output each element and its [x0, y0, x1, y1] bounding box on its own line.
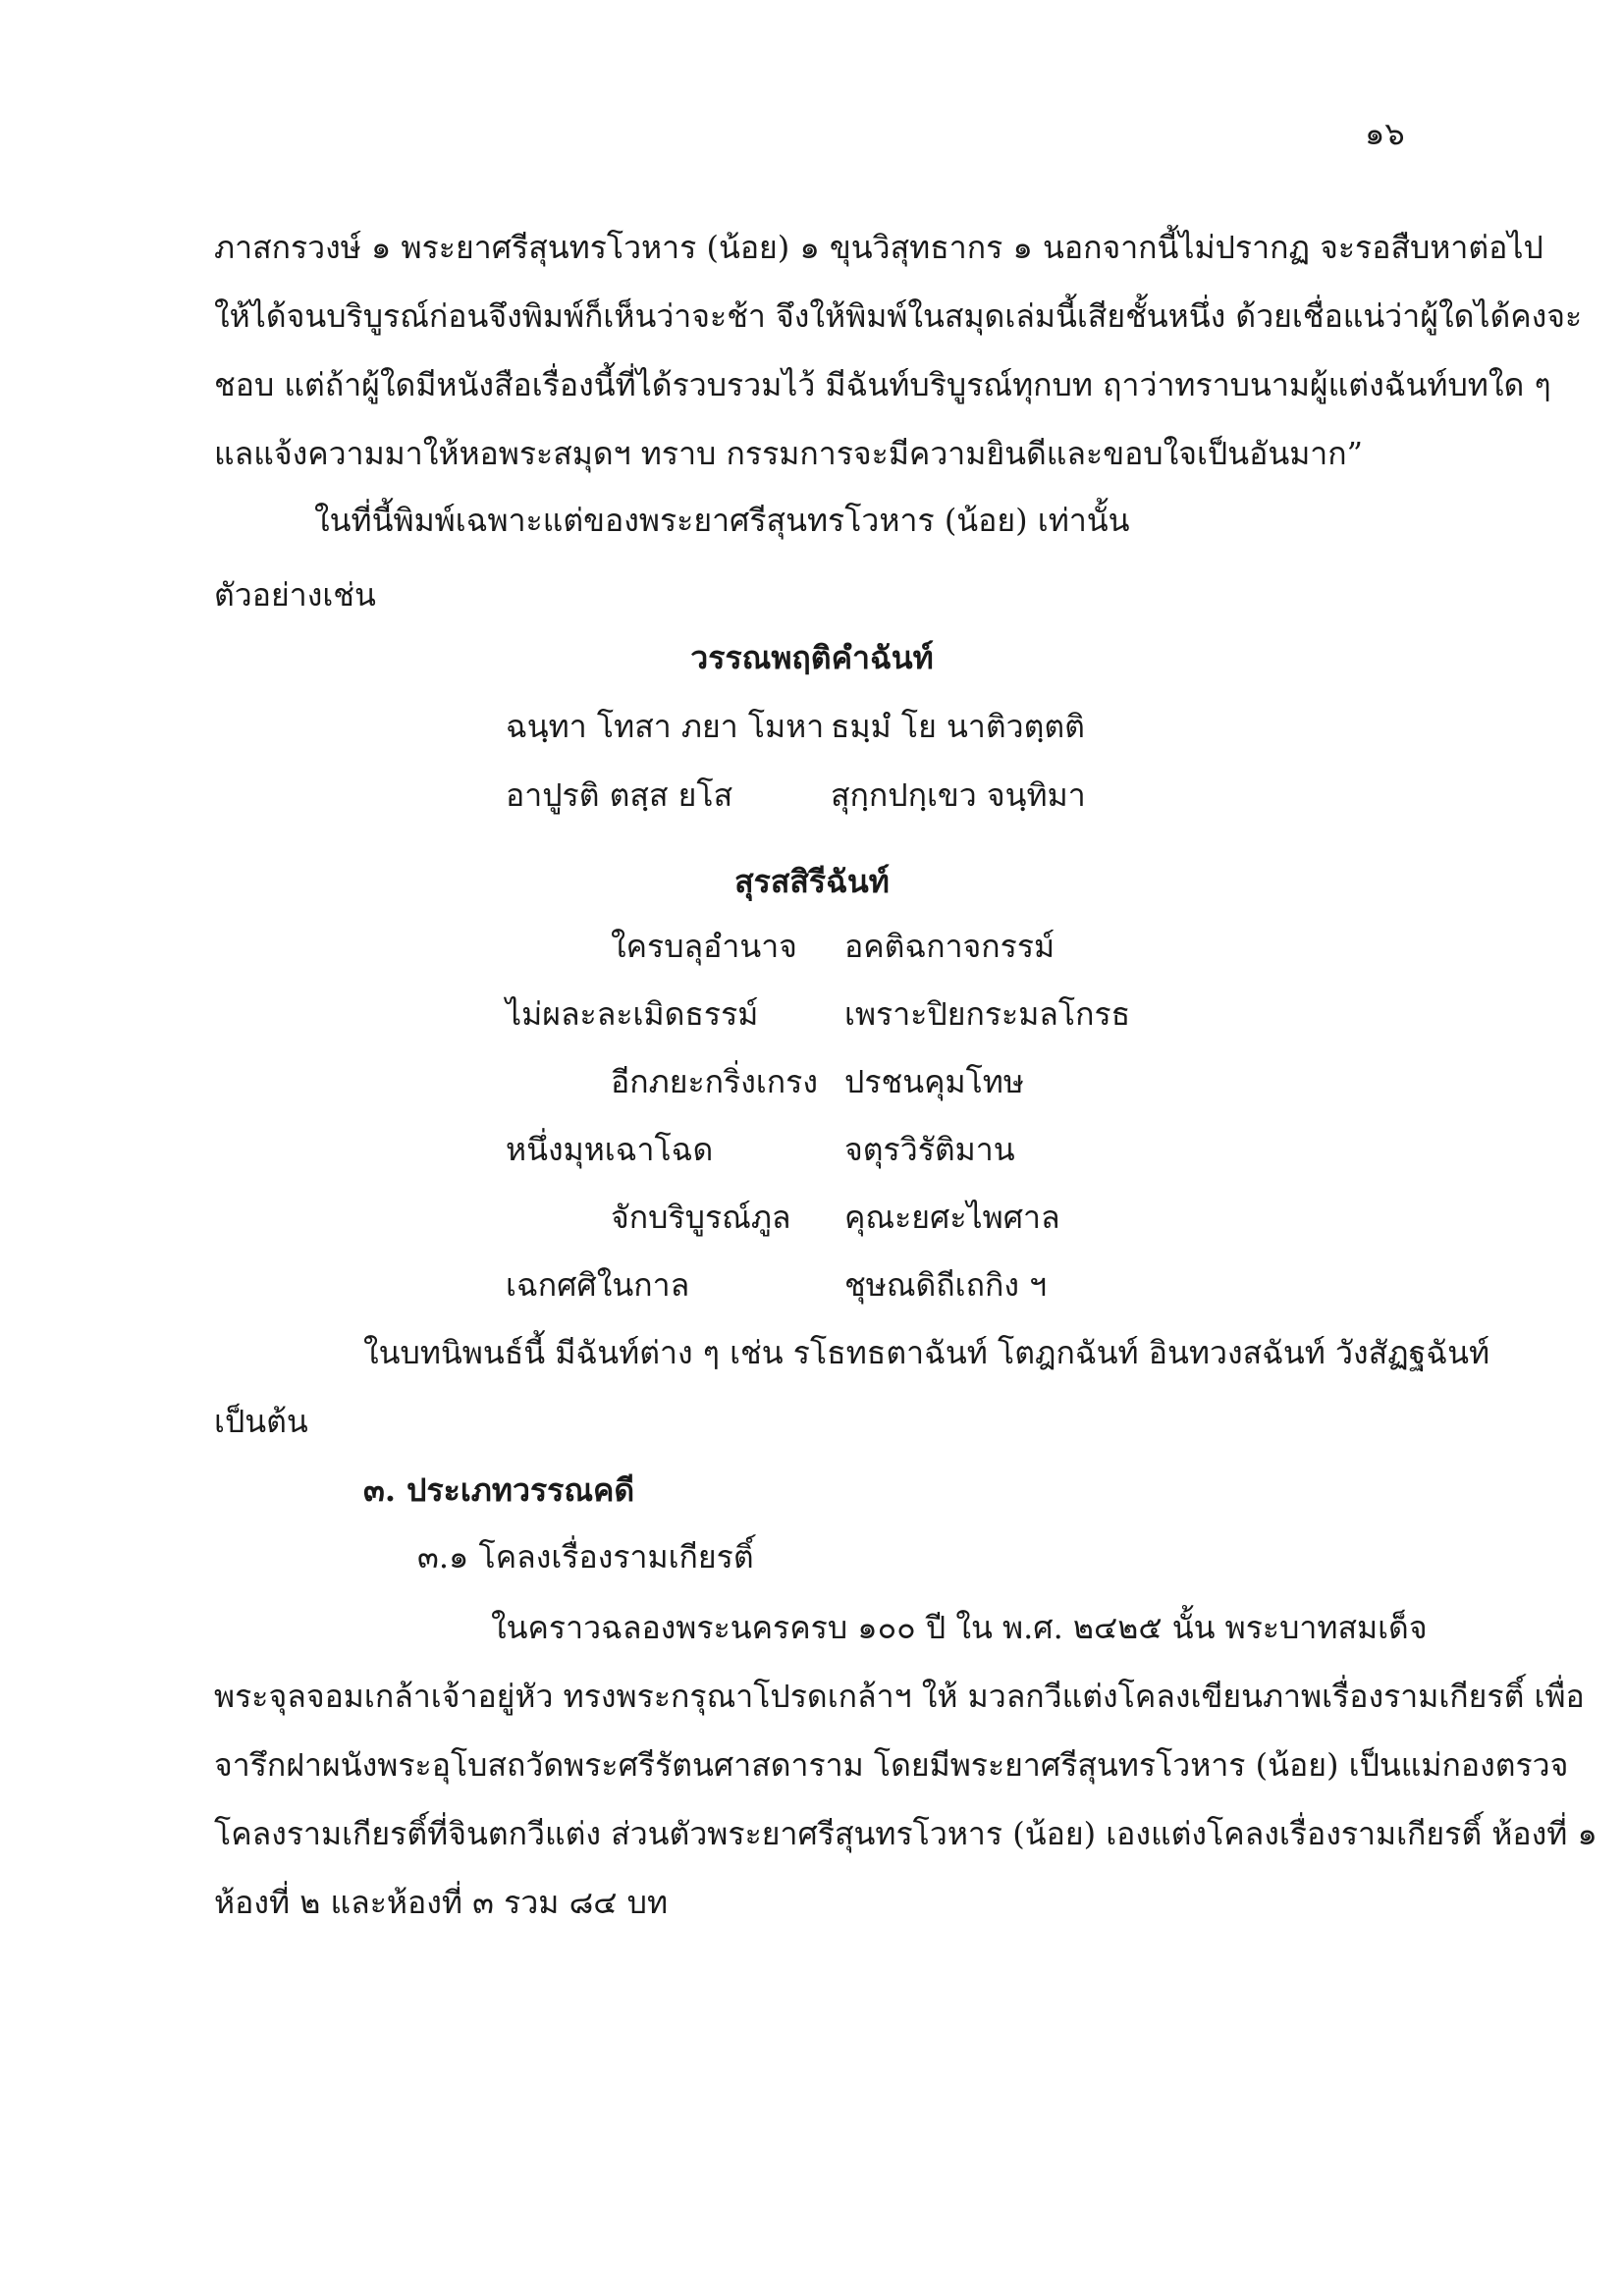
intro-line: ชอบ แต่ถ้าผู้ใดมีหนังสือเรื่องนี้ที่ได้รวบรวมไว้ มีฉันท์บริบูรณ์ทุกบท ฤาว่าทราบนามผู้แต่งฉันท์บทใด ๆ: [214, 366, 1551, 403]
poem-line-right: ปรชนคุมโทษ: [844, 1063, 1024, 1100]
poem-line-right: เพราะปิยกระมลโกรธ: [844, 995, 1131, 1033]
intro-line: ให้ได้จนบริบูรณ์ก่อนจึงพิมพ์ก็เห็นว่าจะช้า จึงให้พิมพ์ในสมุดเล่มนี้เสียชั้นหนึ่ง ด้วยเชื่อแน่ว่าผู้ใดได้คงจะ: [214, 297, 1583, 335]
body-line: จารึกฝาผนังพระอุโบสถวัดพระศรีรัตนศาสดาราม โดยมีพระยาศรีสุนทรโวหาร (น้อย) เป็นแม่กองตรวจ: [214, 1746, 1569, 1784]
body-line: โคลงรามเกียรติ์ที่จินตกวีแต่ง ส่วนตัวพระยาศรีสุนทรโวหาร (น้อย) เองแต่งโคลงเรื่องรามเกียรติ์ ห้องที่ ๑: [214, 1815, 1597, 1852]
poem-line-left: ใครบลุอำนาจ: [611, 928, 797, 965]
poem-line-right: จตุรวิรัติมาน: [844, 1131, 1015, 1168]
poem-line-left: ฉนฺทา โทสา ภยา โมหา: [506, 708, 825, 745]
poem-title: วรรณพฤติคำฉันท์: [690, 639, 934, 676]
poem-title: สุรสสิรีฉันท์: [734, 863, 890, 900]
poem-line-left: หนึ่งมุหเฉาโฉด: [506, 1131, 714, 1168]
meters-line: ในบทนิพนธ์นี้ มีฉันท์ต่าง ๆ เช่น รโธทธตาฉันท์ โตฎกฉันท์ อินทวงสฉันท์ วังสัฏฐฉันท์: [363, 1334, 1490, 1371]
note-line: ในที่นี้พิมพ์เฉพาะแต่ของพระยาศรีสุนทรโวหาร (น้อย) เท่านั้น: [314, 502, 1130, 539]
poem-line-left: อาปูรติ ตสฺส ยโส: [506, 776, 733, 814]
poem-line-right: คุณะยศะไพศาล: [844, 1199, 1060, 1236]
example-label: ตัวอย่างเช่น: [214, 576, 376, 614]
section-heading: ๓. ประเภทวรรณคดี: [363, 1471, 635, 1509]
meters-line: เป็นต้น: [214, 1403, 308, 1440]
page-number: ๑๖: [1365, 115, 1405, 152]
poem-line-right: ธมฺมํ โย นาติวตฺตติ: [831, 708, 1085, 745]
poem-line-right: ชุษณดิถีเถกิง ฯ: [844, 1266, 1048, 1304]
intro-line: ภาสกรวงษ์ ๑ พระยาศรีสุนทรโวหาร (น้อย) ๑ ขุนวิสุทธากร ๑ นอกจากนี้ไม่ปรากฏ จะรอสืบหาต่อไป: [214, 229, 1543, 266]
poem-line-left: จักบริบูรณ์ภูล: [611, 1199, 791, 1236]
intro-line: แลแจ้งความมาให้หอพระสมุดฯ ทราบ กรรมการจะมีความยินดีและขอบใจเป็นอันมาก”: [214, 435, 1363, 472]
body-line: พระจุลจอมเกล้าเจ้าอยู่หัว ทรงพระกรุณาโปรดเกล้าฯ ให้ มวลกวีแต่งโคลงเขียนภาพเรื่องรามเกียรติ์ เพื่อ: [214, 1678, 1585, 1715]
subsection-heading: ๓.๑ โคลงเรื่องรามเกียรติ์: [417, 1538, 754, 1575]
poem-line-right: อคติฉกาจกรรม์: [844, 928, 1056, 965]
poem-line-left: ไม่ผละละเมิดธรรม์: [506, 995, 759, 1033]
poem-line-left: อีกภยะกริ่งเกรง: [611, 1063, 818, 1100]
poem-line-right: สุกฺกปกฺเขว จนฺทิมา: [831, 776, 1086, 814]
body-line: ห้องที่ ๒ และห้องที่ ๓ รวม ๘๔ บท: [214, 1884, 669, 1921]
body-line: ในคราวฉลองพระนครครบ ๑๐๐ ปี ใน พ.ศ. ๒๔๒๕ นั้น พระบาทสมเด็จ: [491, 1609, 1428, 1646]
poem-line-left: เฉกศศิในกาล: [506, 1266, 690, 1304]
